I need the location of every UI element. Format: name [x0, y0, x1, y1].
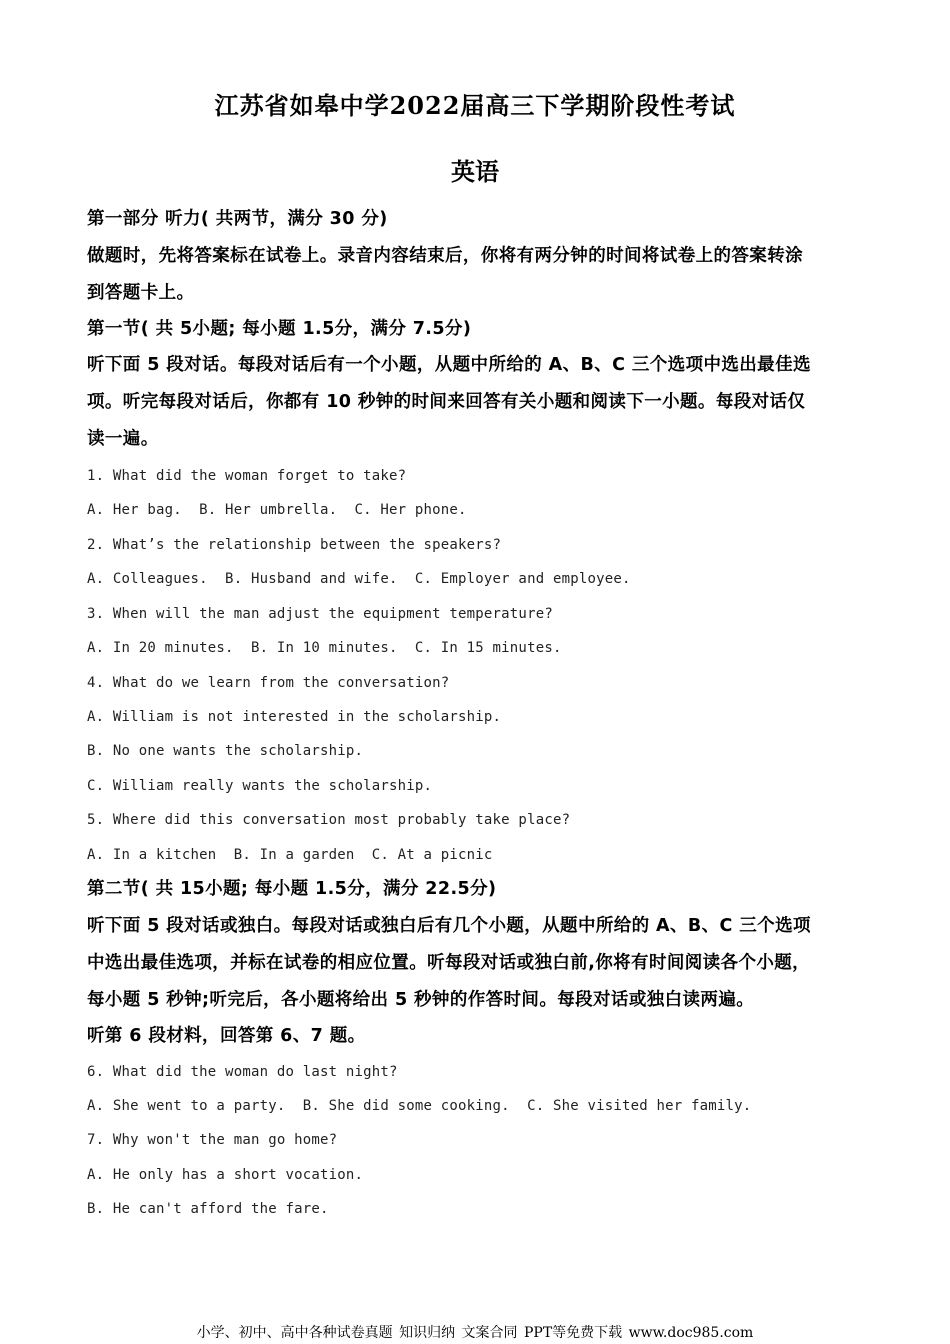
- section2-instruction-line: 听下面 5 段对话或独白。每段对话或独白后有几个小题，从题中所给的 A、B、C 三个选项: [87, 916, 811, 936]
- question-2: 2. What’s the relationship between the speakers?: [87, 537, 502, 553]
- exam-title: 江苏省如皋中学2022届高三下学期阶段性考试: [214, 91, 736, 120]
- question-5: 5. Where did this conversation most probably take place?: [87, 812, 571, 828]
- question-3: 3. When will the man adjust the equipment temperature?: [87, 606, 553, 622]
- material-heading: 听第 6 段材料，回答第 6、7 题。: [87, 1026, 366, 1046]
- section1-instruction-line: 听下面 5 段对话。每段对话后有一个小题，从题中所给的 A、B、C 三个选项中选出最佳选: [87, 355, 811, 375]
- question-6-options: A. She went to a party. B. She did some cooking. C. She visited her family.: [87, 1098, 752, 1114]
- exam-subject: 英语: [451, 157, 499, 186]
- question-4-option-a: A. William is not interested in the scholarship.: [87, 709, 502, 725]
- question-7: 7. Why won't the man go home?: [87, 1132, 338, 1148]
- question-4-option-b: B. No one wants the scholarship.: [87, 743, 364, 759]
- part1-instruction-line: 到答题卡上。: [87, 283, 195, 303]
- question-1-options: A. Her bag. B. Her umbrella. C. Her phone.: [87, 502, 467, 518]
- question-5-options: A. In a kitchen B. In a garden C. At a picnic: [87, 847, 493, 863]
- question-6: 6. What did the woman do last night?: [87, 1064, 398, 1080]
- question-7-option-a: A. He only has a short vocation.: [87, 1167, 364, 1183]
- question-1: 1. What did the woman forget to take?: [87, 468, 407, 484]
- section2-instruction-line: 中选出最佳选项，并标在试卷的相应位置。听每段对话或独白前,你将有时间阅读各个小题，: [87, 953, 811, 973]
- section1-instruction-line: 项。听完每段对话后，你都有 10 秒钟的时间来回答有关小题和阅读下一小题。每段对话仅: [87, 392, 806, 412]
- question-4-option-c: C. William really wants the scholarship.: [87, 778, 433, 794]
- question-3-options: A. In 20 minutes. B. In 10 minutes. C. In 15 minutes.: [87, 640, 562, 656]
- section1-heading: 第一节( 共 5小题; 每小题 1.5分，满分 7.5分): [87, 319, 472, 339]
- question-4: 4. What do we learn from the conversation?: [87, 675, 450, 691]
- section1-instruction-line: 读一遍。: [87, 429, 159, 449]
- part1-heading: 第一部分 听力( 共两节，满分 30 分): [87, 209, 388, 229]
- footer-text: 小学、初中、高中各种试卷真题 知识归纳 文案合同 PPT等免费下载 www.doc985.com: [196, 1325, 754, 1341]
- part1-instruction-line: 做题时，先将答案标在试卷上。录音内容结束后，你将有两分钟的时间将试卷上的答案转涂: [87, 246, 803, 266]
- question-2-options: A. Colleagues. B. Husband and wife. C. Employer and employee.: [87, 571, 631, 587]
- question-7-option-b: B. He can't afford the fare.: [87, 1201, 329, 1217]
- section2-instruction-line: 每小题 5 秒钟;听完后，各小题将给出 5 秒钟的作答时间。每段对话或独白读两遍。: [87, 990, 755, 1010]
- section2-heading: 第二节( 共 15小题; 每小题 1.5分，满分 22.5分): [87, 879, 497, 899]
